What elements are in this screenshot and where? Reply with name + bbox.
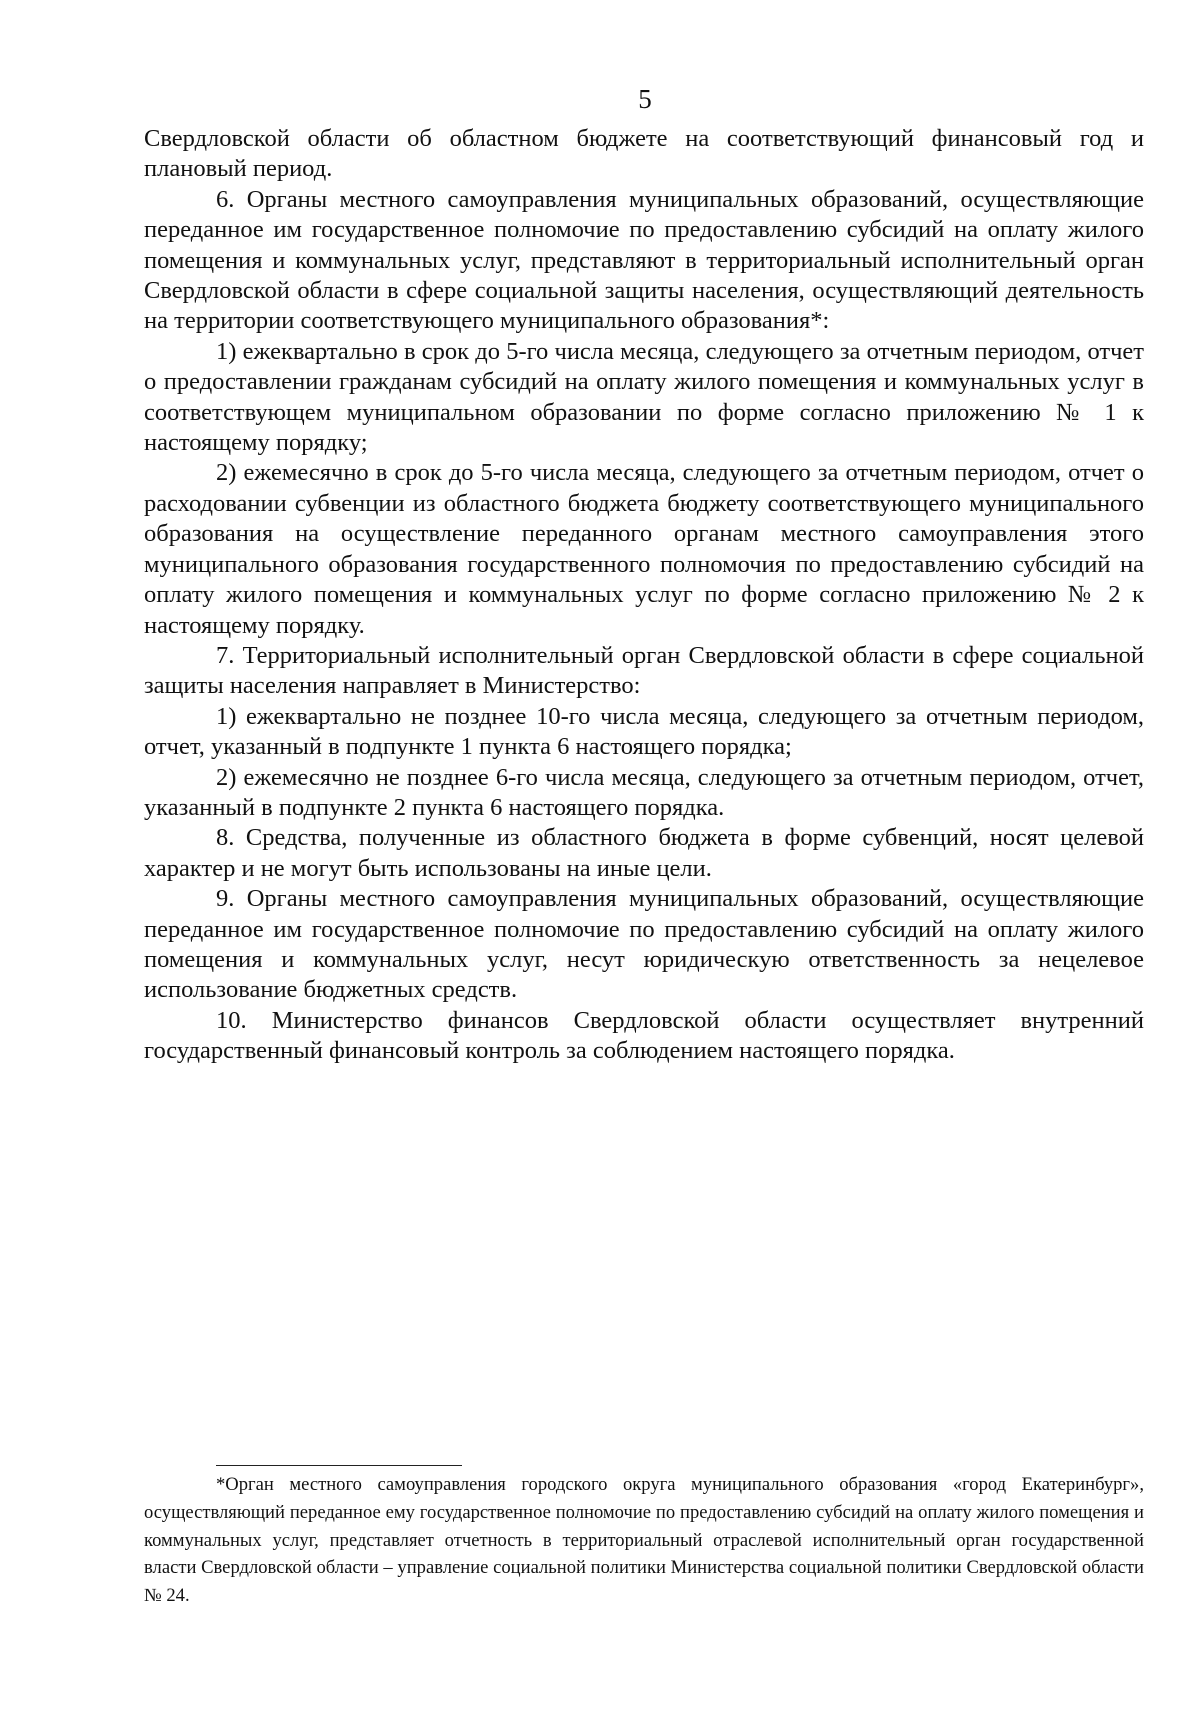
paragraph-item-6: 6. Органы местного самоуправления муниципальных образований, осуществляющие переданное им государственное полномочие по предоставлению субсидий на оплату жилого помещения и коммунальных услуг, представляют в территориальный исполнительный орган Свердловской области в сфере социальной защиты населения, осуществляющий деятельность на территории соответствующего муниципального образования*: [144,185,1144,335]
paragraph-item-7-2: 2) ежемесячно не позднее 6-го числа месяца, следующего за отчетным периодом, отчет, указанный в подпункте 2 пункта 6 настоящего порядка. [144,763,1144,821]
footnote-divider [216,1465,462,1466]
footnote-text: *Орган местного самоуправления городского округа муниципального образования «город Екатеринбург», осуществляющий переданное ему государственное полномочие по предоставлению субсидий на оплату жилого помещения и коммунальных услуг, представляет отчетность в территориальный отраслевой исполнительный орган государственной власти Свердловской области – управление социальной политики Министерства социальной политики Свердловской области № 24. [144,1474,1144,1607]
paragraph-item-6-2: 2) ежемесячно в срок до 5-го числа месяца, следующего за отчетным периодом, отчет о расходовании субвенции из областного бюджета бюджету соответствующего муниципального образования на осуществление переданного органам местного самоуправления этого муниципального образования государственного полномочия по предоставлению субсидий на оплату жилого помещения и коммунальных услуг по форме согласно приложению № 2 к настоящему порядку. [144,459,1144,639]
paragraph-intro-continuation: Свердловской области об областном бюджете на соответствующий финансовый год и плановый период. [144,125,1144,183]
paragraph-item-7-1: 1) ежеквартально не позднее 10-го числа месяца, следующего за отчетным периодом, отчет, указанный в подпункте 1 пункта 6 настоящего порядка; [144,702,1144,761]
document-body [144,124,1144,1067]
paragraph-item-9: 9. Органы местного самоуправления муниципальных образований, осуществляющие переданное им государственное полномочие по предоставлению субсидий на оплату жилого помещения и коммунальных услуг, несут юридическую ответственность за нецелевое использование бюджетных средств. [144,885,1144,1004]
paragraph-item-7: 7. Территориальный исполнительный орган Свердловской области в сфере социальной защиты населения направляет в Министерство: [144,641,1144,700]
paragraph-item-6-1: 1) ежеквартально в срок до 5-го числа месяца, следующего за отчетным периодом, отчет о предоставлении гражданам субсидий на оплату жилого помещения и коммунальных услуг в соответствующем муниципальном образовании по форме согласно приложению № 1 к настоящему порядку; [144,337,1144,457]
page-number: 5 [638,84,652,114]
footnote [144,1471,1144,1610]
paragraph-item-10: 10. Министерство финансов Свердловской области осуществляет внутренний государственный финансовый контроль за соблюдением настоящего порядка. [144,1006,1144,1065]
paragraph-item-8: 8. Средства, полученные из областного бюджета в форме субвенций, носят целевой характер и не могут быть использованы на иные цели. [144,824,1144,882]
